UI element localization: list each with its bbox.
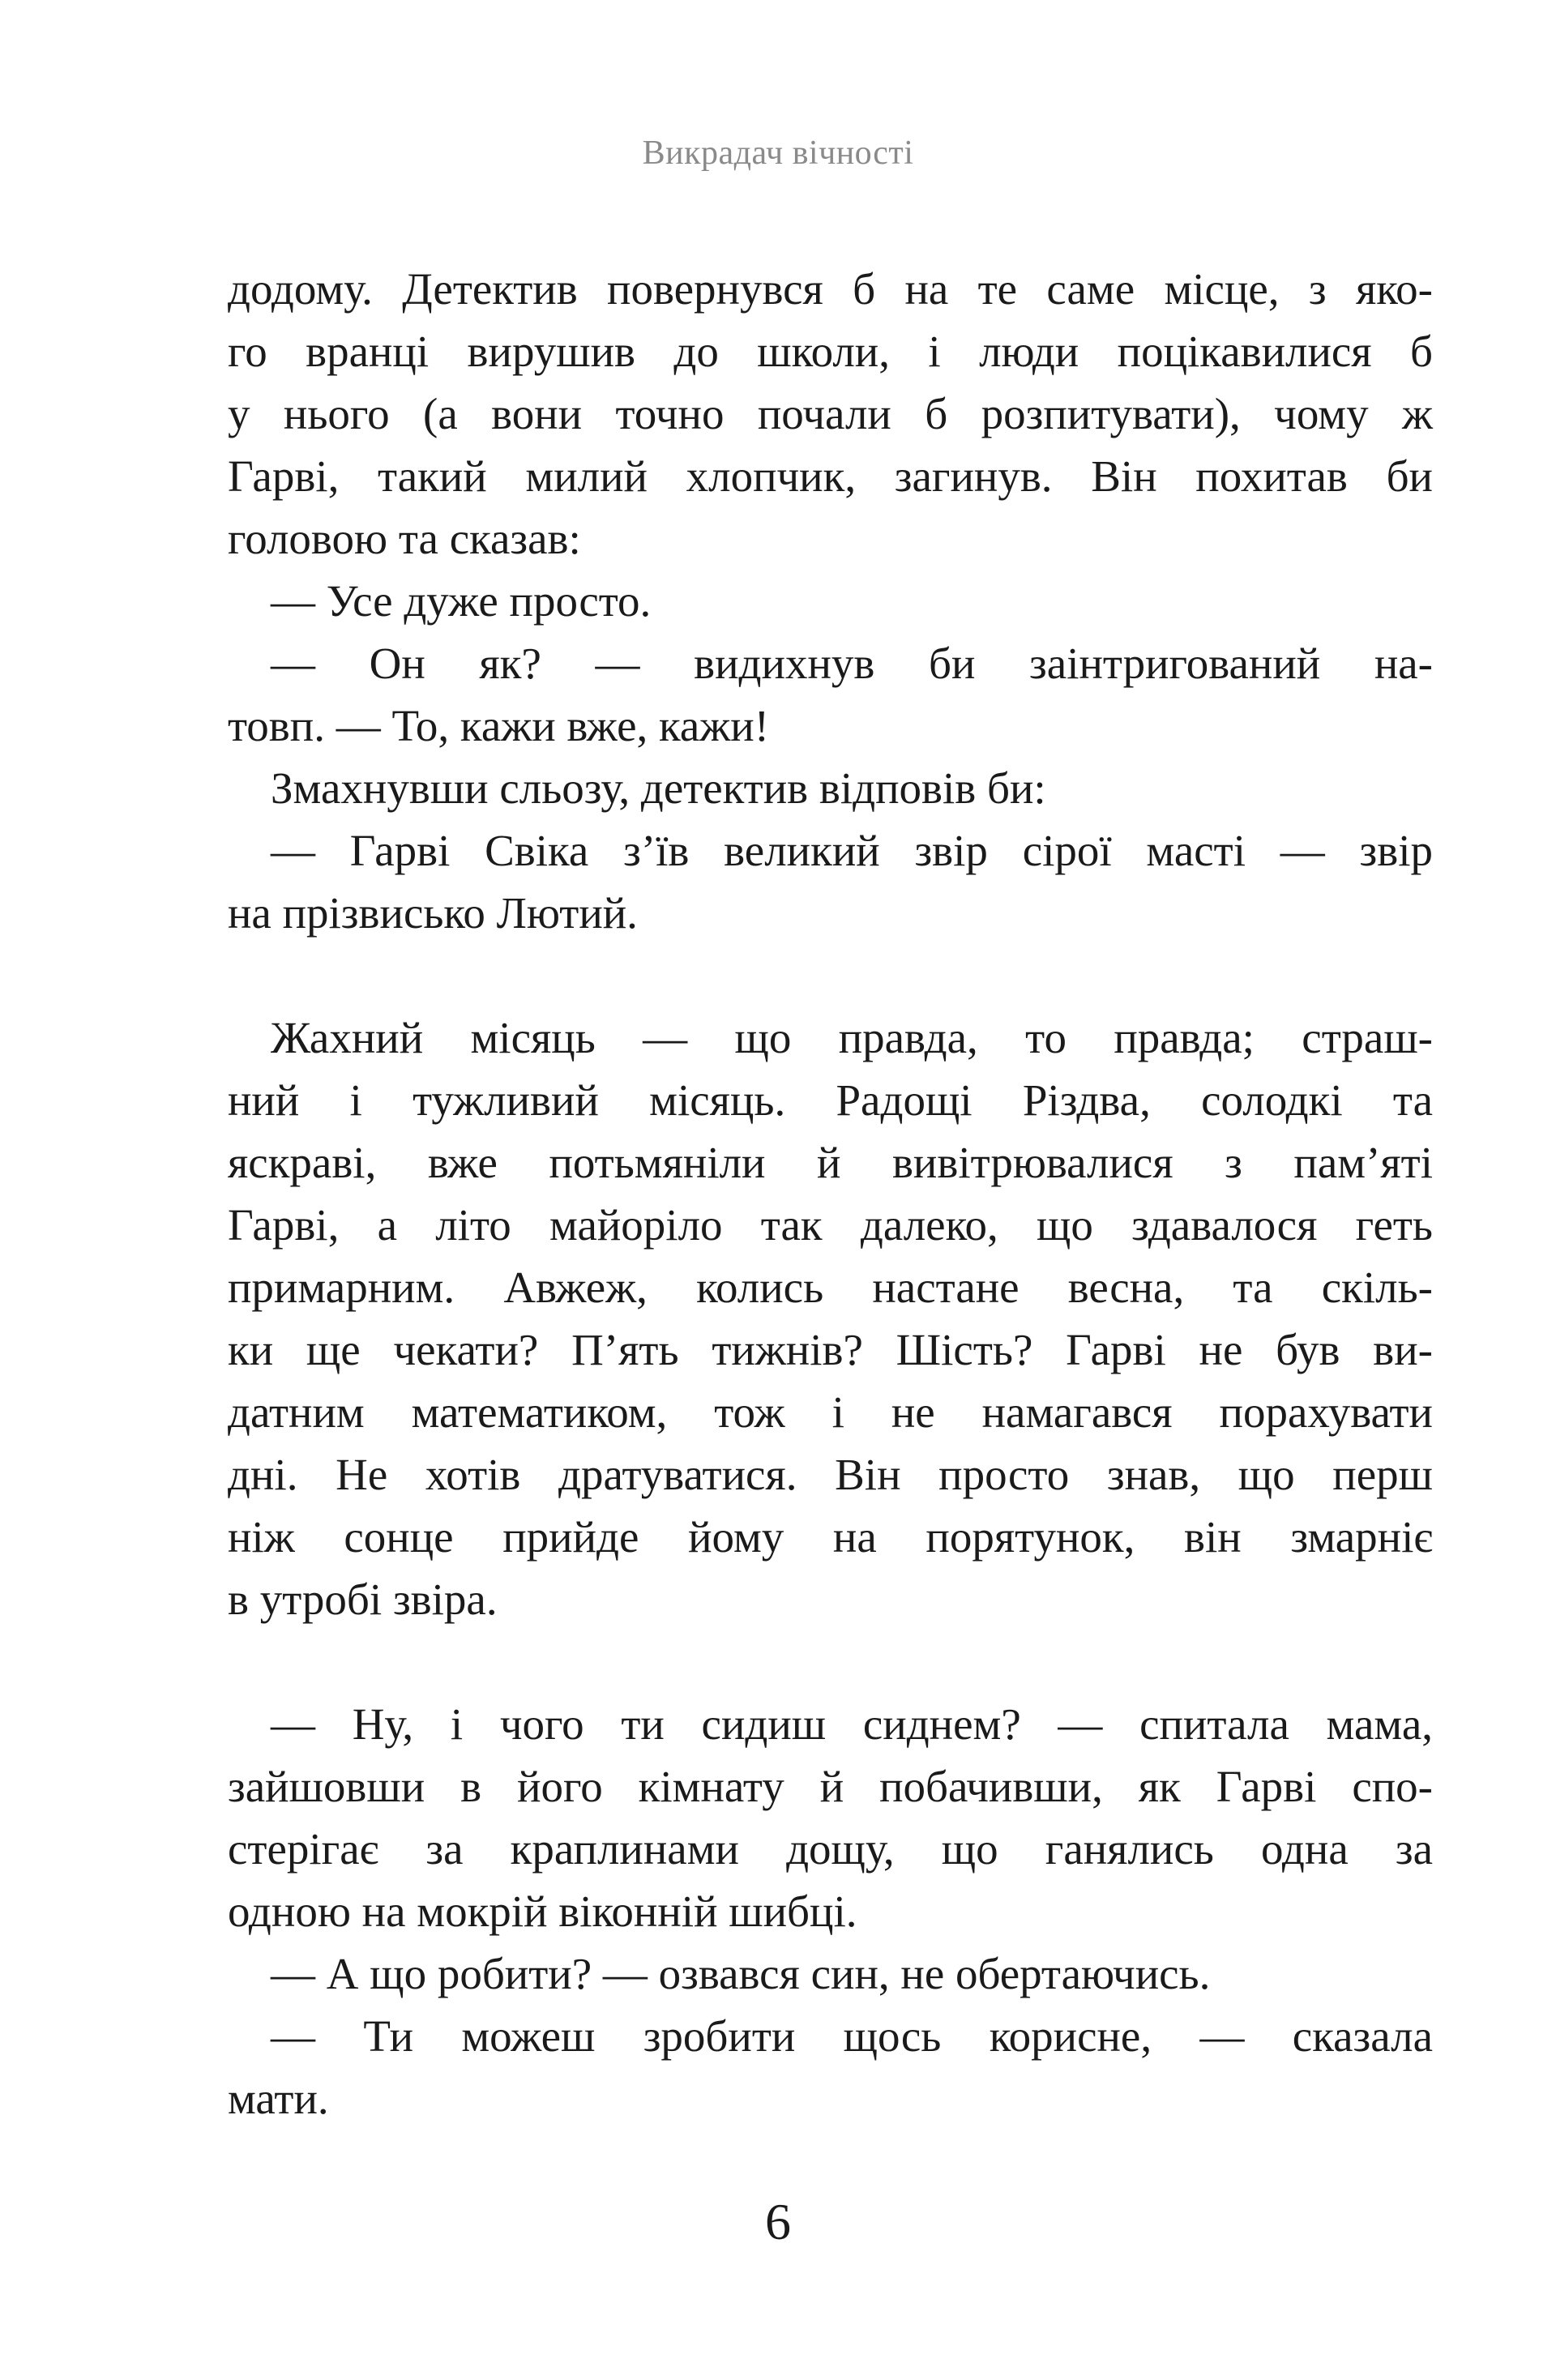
text-line: — Ти можеш зробити щось корисне, — сказала [271,2011,1433,2061]
text-line: у нього (а вони точно почали б розпитувати), чому ж [228,389,1433,438]
paragraph [228,2005,1433,2130]
text-line: ніж сонце прийде йому на порятунок, він змарніє [228,1512,1433,1562]
text-line: Гарві, такий милий хлопчик, загинув. Він похитав би [228,451,1433,501]
paragraph [228,1942,1433,2005]
text-line: — Он як? — видихнув би заінтригований на- [271,639,1433,688]
section-break [228,944,1433,1006]
text-line: — Ну, і чого ти сидиш сиднем? — спитала мама, [271,1699,1433,1749]
text-line: ки ще чекати? П’ять тижнів? Шість? Гарві не був ви- [228,1325,1433,1374]
text-line: одною на мокрій віконній шибці. [228,1886,857,1936]
text-line: ний і тужливий місяць. Радощі Різдва, солодкі та [228,1075,1433,1125]
text-line: — А що робити? — озвався син, не обертаючись. [271,1949,1211,1998]
text-line: стерігає за краплинами дощу, що ганялись одна за [228,1824,1433,1874]
page-number: 6 [765,2193,791,2250]
text-line: головою та сказав: [228,514,581,563]
paragraph [228,258,1433,570]
paragraph [228,819,1433,944]
paragraph [228,632,1433,757]
text-line: Змахнувши сльозу, детектив відповів би: [271,763,1046,813]
text-line: зайшовши в його кімнату й побачивши, як Гарві спо- [228,1762,1433,1811]
text-line: го вранці вирушив до школи, і люди поцікавилися б [228,327,1433,376]
text-line: Жахний місяць — що правда, то правда; страш- [271,1013,1433,1062]
text-line: додому. Детектив повернувся б на те саме місце, з яко- [228,264,1433,314]
text-line: в утробі звіра. [228,1575,498,1624]
text-line: — Усе дуже просто. [271,576,652,626]
text-line: на прізвисько Лютий. [228,888,638,938]
text-line: датним математиком, тож і не намагався порахувати [228,1387,1433,1437]
paragraph [228,1693,1433,1942]
text-line: яскраві, вже потьмяніли й вивітрювалися з пам’яті [228,1138,1433,1187]
text-line: Гарві, а літо майоріло так далеко, що здавалося геть [228,1200,1433,1250]
text-line: мати. [228,2074,329,2123]
paragraph [228,570,1433,632]
section-break [228,1630,1433,1693]
running-head-title: Викрадач вічності [642,135,914,172]
paragraph [228,757,1433,819]
text-line: примарним. Авжеж, колись настане весна, та скіль- [228,1263,1433,1312]
paragraph [228,1006,1433,1630]
text-line: товп. — То, кажи вже, кажи! [228,701,770,750]
text-line: — Гарві Свіка з’їв великий звір сірої масті — звір [271,826,1433,875]
body-text [228,258,1433,2130]
text-line: дні. Не хотів дратуватися. Він просто знав, що перш [228,1450,1433,1499]
